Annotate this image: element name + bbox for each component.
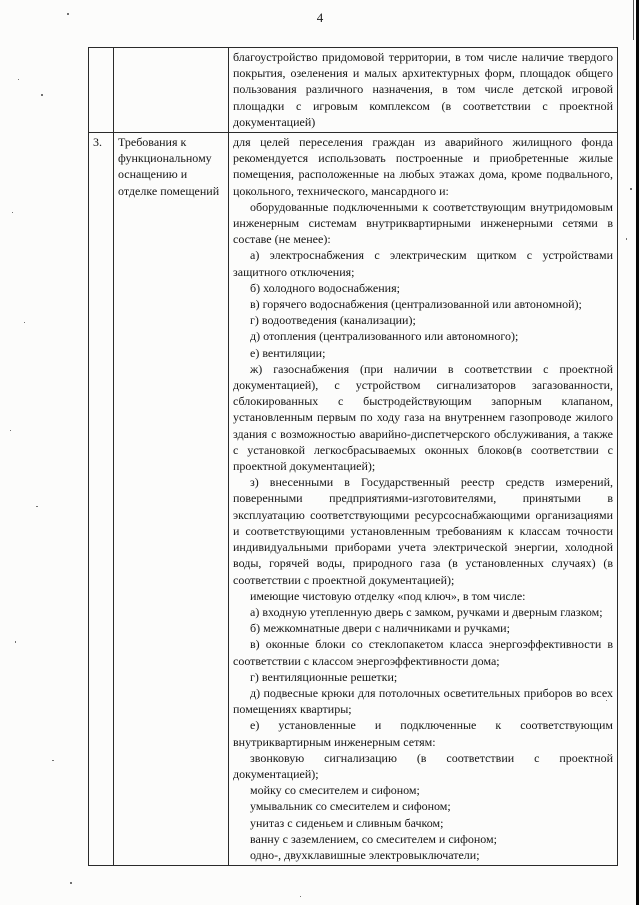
row-body-cell	[229, 133, 618, 866]
body-paragraph: б) холодного водоснабжения;	[250, 280, 400, 295]
scan-noise-dot	[24, 322, 25, 323]
table-row-3	[89, 133, 618, 866]
body-paragraph: звонковую сигнализацию (в соответствии с проектной документацией);	[233, 750, 613, 781]
body-paragraph: а) входную утепленную дверь с замком, ручками и дверным глазком;	[250, 604, 603, 619]
row-title-cell	[114, 48, 229, 133]
body-paragraph: в) оконные блоки со стеклопакетом класса энергоэффективности в соответствии с классом энергоэффективности дома;	[233, 637, 613, 668]
scan-noise-dot	[12, 212, 13, 213]
scan-noise-dot	[41, 94, 43, 96]
row-title: Требования к функциональному оснащению и отделке помещений	[118, 135, 220, 198]
body-paragraph: благоустройство придомовой территории, в том числе наличие твердого покрытия, озеленения и малых архитектурных форм, площадок общего пользования различного назначения, в том числе детской игровой площадки с игровым комплексом (в соответствии с проектной документацией)	[233, 50, 613, 129]
scan-noise-dot	[606, 700, 607, 701]
scan-noise-dot	[10, 430, 11, 431]
scan-noise-dot	[36, 506, 38, 507]
row-number: 3.	[93, 135, 102, 150]
scan-noise-dot	[70, 882, 72, 884]
scan-noise-dot	[18, 79, 19, 80]
body-paragraph: д) отопления (централизованного или автономного);	[250, 329, 519, 344]
row-number-cell	[89, 133, 114, 866]
body-paragraph: имеющие чистовую отделку «под ключ», в том числе:	[250, 588, 526, 603]
scan-noise-dot	[300, 896, 301, 897]
body-paragraph: одно-, двухклавишные электровыключатели;	[250, 847, 480, 862]
table-row-continuation	[89, 48, 618, 133]
body-paragraph: г) вентиляционные решетки;	[250, 669, 398, 684]
scan-noise-dot	[630, 188, 632, 190]
body-paragraph: б) межкомнатные двери с наличниками и ручками;	[250, 621, 510, 636]
page-number: 4	[316, 10, 324, 25]
body-paragraph: в) горячего водоснабжения (централизованной или автономной);	[250, 297, 582, 312]
body-paragraph: ванну с заземлением, со смесителем и сифоном;	[250, 831, 497, 846]
scan-noise-dot	[67, 13, 69, 15]
body-paragraph: е) установленные и подключенные к соответствующим внутриквартирным инженерным сетям:	[233, 718, 613, 749]
scan-noise-dot	[626, 238, 627, 240]
scan-noise-dot	[52, 760, 54, 761]
body-paragraph: унитаз с сиденьем и сливным бачком;	[250, 815, 444, 830]
scan-noise-dot	[15, 641, 16, 643]
body-paragraph: г) водоотведения (канализации);	[250, 313, 416, 328]
body-paragraph: мойку со смесителем и сифоном;	[250, 783, 420, 798]
row-number-cell	[89, 48, 114, 133]
row-title-cell	[114, 133, 229, 866]
body-paragraph: з) внесенными в Государственный реестр средств измерений, поверенными предприятиями-изготовителями, принятыми в эксплуатацию соответствующими ресурсоснабжающими организациями и соответствующими установленным требованиям к классам точности индивидуальными приборами учета электрической энергии, холодной воды, горячей воды, природного газа (в установленных случаях) (в соответствии с проектной документацией);	[233, 475, 613, 587]
scan-edge-artifact-small	[633, 0, 634, 40]
body-paragraph: ж) газоснабжения (при наличии в соответствии с проектной документацией), с устройством сигнализаторов загазованности, сблокированных с быстродействующим запорным клапаном, установленным первым по ходу газа на внутреннем газопроводе жилого здания с возможностью аварийно-диспетчерского обслуживания, а также с установкой легкосбрасываемых оконных блоков(в соответствии с проектной документацией);	[233, 361, 613, 474]
row-body-cell	[229, 48, 618, 133]
body-paragraph: умывальник со смесителем и сифоном;	[250, 799, 451, 814]
scan-edge-artifact	[636, 0, 639, 905]
body-paragraph: а) электроснабжения с электрическим щитком с устройствами защитного отключения;	[233, 248, 613, 279]
body-paragraph: для целей переселения граждан из аварийного жилищного фонда рекомендуется использовать построенные и приобретенные жилые помещения, расположенные на любых этажах дома, кроме подвального, цокольного, технического, мансардного и:	[233, 135, 613, 198]
body-paragraph: д) подвесные крюки для потолочных осветительных приборов во всех помещениях квартиры;	[233, 685, 613, 717]
body-paragraph: оборудованные подключенными к соответствующим внутридомовым инженерным системам внутриквартирными инженерными сетями в составе (не менее):	[233, 199, 613, 247]
body-paragraph: е) вентиляции;	[250, 345, 326, 360]
requirements-table	[88, 47, 618, 866]
